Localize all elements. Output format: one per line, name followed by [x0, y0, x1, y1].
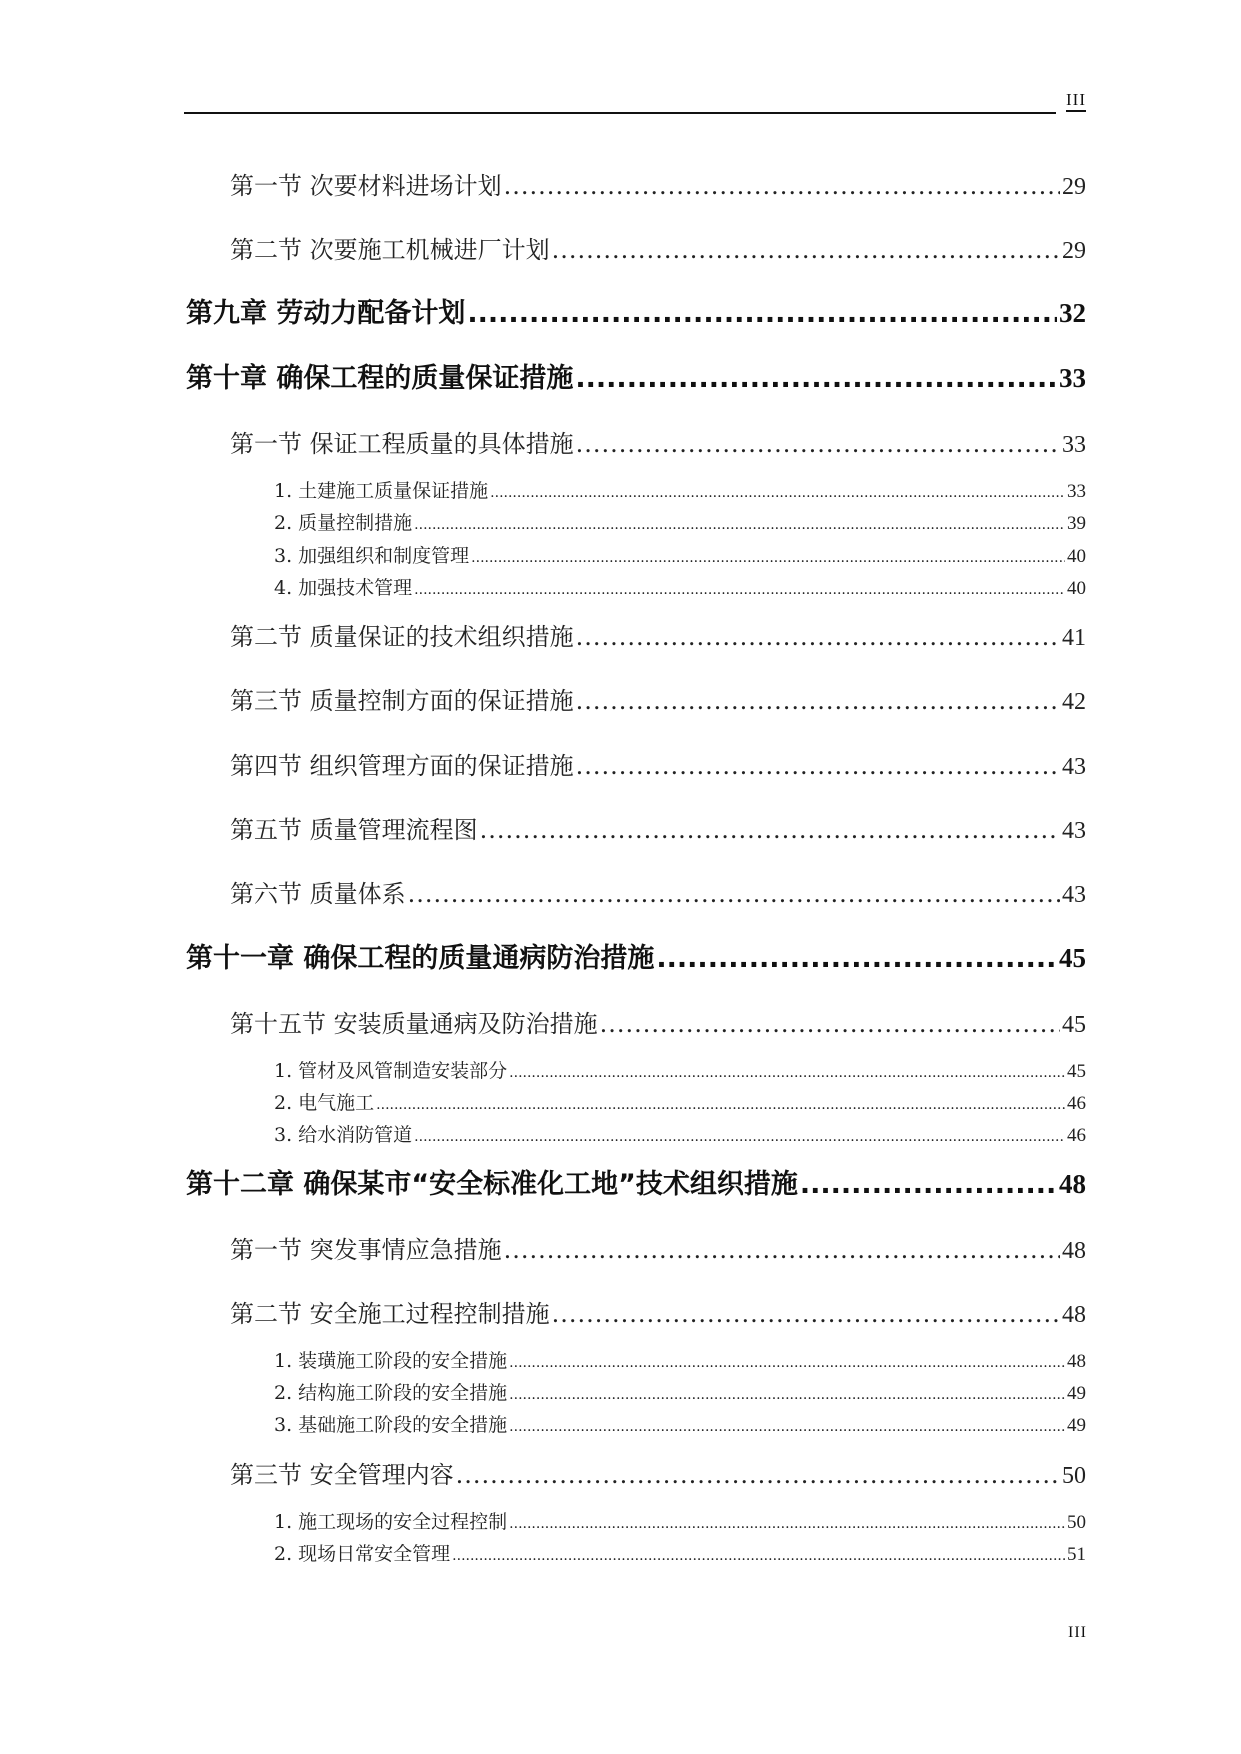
- toc-entry[interactable]: [274, 1120, 1086, 1147]
- toc-entry-title: 2. 现场日常安全管理: [274, 1543, 451, 1565]
- toc-entry[interactable]: [274, 476, 1086, 503]
- toc-entry-page: 46: [1067, 1125, 1086, 1146]
- toc-entry-page: 40: [1067, 578, 1086, 599]
- toc-leader-dots: [414, 512, 1065, 534]
- toc-entry-title: 2. 结构施工阶段的安全措施: [274, 1382, 508, 1404]
- toc-entry-page: 29: [1062, 174, 1086, 200]
- toc-entry-page: 29: [1062, 238, 1086, 264]
- toc-entry-title: 第六节 质量体系: [230, 880, 406, 908]
- toc-entry[interactable]: [230, 746, 1086, 781]
- footer-page-number: III: [1068, 1624, 1087, 1641]
- toc-leader-dots: [800, 1169, 1057, 1200]
- toc-entry-title: 3. 加强组织和制度管理: [274, 545, 470, 567]
- toc-leader-dots: [600, 1010, 1060, 1038]
- toc-entry[interactable]: [186, 1162, 1086, 1201]
- toc-leader-dots: [456, 1461, 1060, 1489]
- toc-entry-page: 43: [1062, 818, 1086, 844]
- toc-entry-page: 45: [1059, 943, 1086, 973]
- toc-entry-page: 48: [1067, 1351, 1086, 1372]
- toc-entry-title: 第五节 质量管理流程图: [230, 816, 478, 844]
- toc-entry[interactable]: [230, 810, 1086, 845]
- toc-entry-page: 49: [1067, 1415, 1086, 1436]
- toc-leader-dots: [509, 1350, 1065, 1372]
- toc-entry[interactable]: [274, 1539, 1086, 1566]
- toc-entry[interactable]: [274, 1378, 1086, 1405]
- toc-leader-dots: [576, 687, 1060, 715]
- toc-entry-title: 第一节 次要材料进场计划: [230, 172, 502, 200]
- toc-entry[interactable]: [274, 1056, 1086, 1083]
- toc-entry-title: 4. 加强技术管理: [274, 577, 413, 599]
- toc-leader-dots: [471, 545, 1065, 567]
- toc-entry-title: 3. 基础施工阶段的安全措施: [274, 1414, 508, 1436]
- toc-entry-title: 1. 装璜施工阶段的安全措施: [274, 1350, 508, 1372]
- toc-entry-title: 3. 给水消防管道: [274, 1124, 413, 1146]
- toc-entry-page: 45: [1067, 1061, 1086, 1082]
- toc-leader-dots: [414, 577, 1065, 599]
- toc-entry-title: 1. 土建施工质量保证措施: [274, 480, 489, 502]
- toc-entry-title: 第二节 质量保证的技术组织措施: [230, 623, 574, 651]
- toc-entry-page: 41: [1062, 625, 1086, 651]
- toc-entry-page: 32: [1059, 298, 1086, 328]
- toc-entry[interactable]: [230, 681, 1086, 716]
- toc-entry-title: 2. 电气施工: [274, 1092, 375, 1114]
- toc-entry[interactable]: [230, 166, 1086, 201]
- toc-entry-page: 43: [1062, 754, 1086, 780]
- toc-entry-page: 33: [1059, 363, 1086, 393]
- toc-entry[interactable]: [230, 230, 1086, 265]
- toc-entry-title: 第十章 确保工程的质量保证措施: [186, 363, 574, 394]
- toc-entry-page: 43: [1062, 882, 1086, 908]
- toc-entry[interactable]: [186, 291, 1086, 330]
- toc-leader-dots: [504, 1236, 1060, 1264]
- toc-entry-title: 第二节 次要施工机械进厂计划: [230, 236, 550, 264]
- toc-entry-page: 50: [1067, 1512, 1086, 1533]
- toc-entry[interactable]: [274, 508, 1086, 535]
- toc-entry-title: 1. 施工现场的安全过程控制: [274, 1511, 508, 1533]
- toc-entry-page: 40: [1067, 546, 1086, 567]
- toc-entry-page: 39: [1067, 513, 1086, 534]
- toc-entry-page: 33: [1067, 481, 1086, 502]
- toc-entry[interactable]: [230, 874, 1086, 909]
- toc-entry-title: 第二节 安全施工过程控制措施: [230, 1300, 550, 1328]
- toc-entry-page: 49: [1067, 1383, 1086, 1404]
- toc-entry-page: 51: [1067, 1544, 1086, 1565]
- toc-entry[interactable]: [230, 1230, 1086, 1265]
- toc-leader-dots: [576, 752, 1060, 780]
- toc-entry-title: 第三节 质量控制方面的保证措施: [230, 687, 574, 715]
- toc-entry-title: 第一节 突发事情应急措施: [230, 1236, 502, 1264]
- toc-entry[interactable]: [274, 573, 1086, 600]
- toc-leader-dots: [576, 430, 1060, 458]
- toc-entry-page: 33: [1062, 432, 1086, 458]
- toc-entry[interactable]: [230, 617, 1086, 652]
- toc-entry[interactable]: [186, 936, 1086, 975]
- toc-leader-dots: [490, 480, 1065, 502]
- toc-entry[interactable]: [274, 1346, 1086, 1373]
- toc-entry-title: 1. 管材及风管制造安装部分: [274, 1060, 508, 1082]
- toc-leader-dots: [408, 880, 1060, 908]
- toc-entry[interactable]: [274, 1507, 1086, 1534]
- toc-leader-dots: [656, 943, 1057, 974]
- toc-leader-dots: [509, 1060, 1065, 1082]
- toc-entry-title: 第十五节 安装质量通病及防治措施: [230, 1010, 598, 1038]
- toc-leader-dots: [504, 172, 1060, 200]
- toc-entry[interactable]: [186, 356, 1086, 395]
- toc-entry-page: 46: [1067, 1093, 1086, 1114]
- toc-leader-dots: [452, 1543, 1065, 1565]
- toc-leader-dots: [414, 1124, 1065, 1146]
- toc-leader-dots: [467, 298, 1057, 329]
- toc-entry-title: 第十二章 确保某市“安全标准化工地”技术组织措施: [186, 1169, 798, 1200]
- toc-entry-page: 45: [1062, 1012, 1086, 1038]
- toc-leader-dots: [575, 363, 1057, 394]
- header-page-number: III: [1066, 90, 1086, 112]
- toc-leader-dots: [509, 1382, 1065, 1404]
- toc-entry-title: 第一节 保证工程质量的具体措施: [230, 430, 574, 458]
- toc-entry-title: 第三节 安全管理内容: [230, 1461, 454, 1489]
- toc-entry-title: 2. 质量控制措施: [274, 512, 413, 534]
- toc-leader-dots: [509, 1511, 1065, 1533]
- toc-leader-dots: [552, 236, 1060, 264]
- toc-entry-title: 第四节 组织管理方面的保证措施: [230, 752, 574, 780]
- toc-leader-dots: [509, 1414, 1065, 1436]
- toc-entry[interactable]: [274, 541, 1086, 568]
- toc-entry[interactable]: [230, 424, 1086, 459]
- toc-leader-dots: [576, 623, 1060, 651]
- toc-entry-page: 48: [1062, 1302, 1086, 1328]
- toc-entry-page: 48: [1062, 1238, 1086, 1264]
- toc-entry-page: 42: [1062, 689, 1086, 715]
- header-rule: [184, 112, 1056, 114]
- toc-entry[interactable]: [230, 1455, 1086, 1490]
- toc-leader-dots: [376, 1092, 1065, 1114]
- toc-entry-page: 48: [1059, 1169, 1086, 1199]
- toc-entry[interactable]: [230, 1294, 1086, 1329]
- toc-entry-title: 第九章 劳动力配备计划: [186, 298, 466, 329]
- toc-entry[interactable]: [274, 1088, 1086, 1115]
- toc-entry[interactable]: [274, 1410, 1086, 1437]
- toc-entry-title: 第十一章 确保工程的质量通病防治措施: [186, 943, 655, 974]
- toc-entry-page: 50: [1062, 1463, 1086, 1489]
- toc-leader-dots: [480, 816, 1060, 844]
- toc-entry[interactable]: [230, 1004, 1086, 1039]
- toc-leader-dots: [552, 1300, 1060, 1328]
